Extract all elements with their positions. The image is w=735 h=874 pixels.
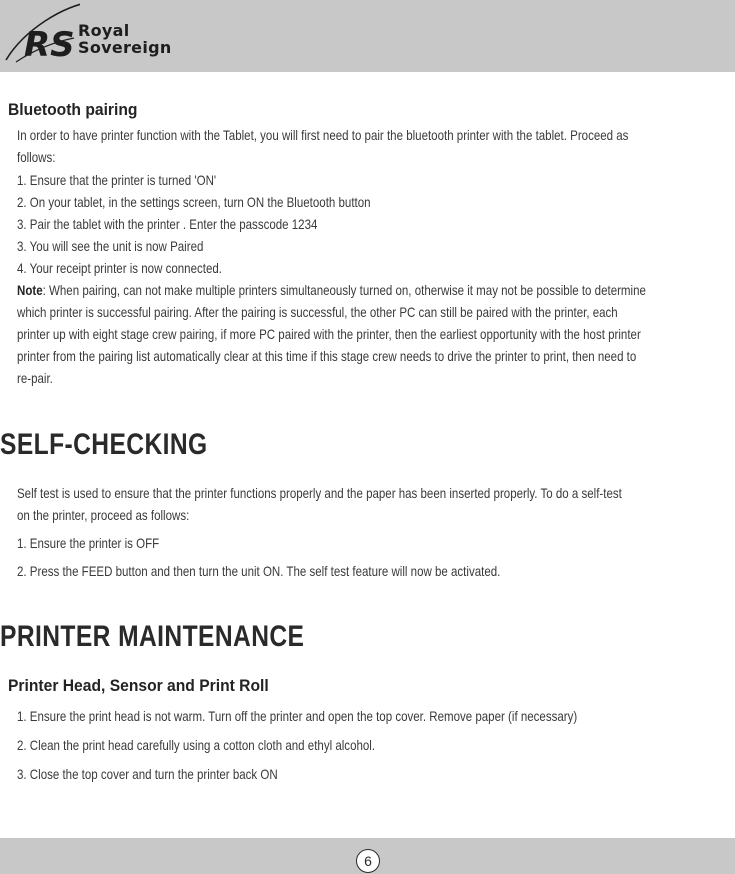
maintenance-heading: PRINTER MAINTENANCE (0, 620, 305, 653)
bluetooth-step: 2. On your tablet, in the settings screen, turn ON the Bluetooth button (17, 194, 371, 210)
bluetooth-intro-line1: In order to have printer function with the Tablet, you will first need to pair the bluetooth printer with the tablet. Proceed as (17, 127, 629, 143)
maintenance-subheading: Printer Head, Sensor and Print Roll (8, 676, 269, 695)
monogram-text: RS (24, 25, 75, 65)
page-number: 6 (356, 849, 380, 873)
bluetooth-step: 4. Your receipt printer is now connected. (17, 260, 222, 276)
self-checking-intro-line2: on the printer, proceed as follows: (17, 507, 190, 523)
bluetooth-step: 1. Ensure that the printer is turned 'ON' (17, 172, 217, 188)
maintenance-step: 1. Ensure the print head is not warm. Turn off the printer and open the top cover. Remove paper (if necessary) (17, 708, 578, 724)
bluetooth-heading: Bluetooth pairing (8, 100, 138, 119)
note-text: : When pairing, can not make multiple printers simultaneously turned on, otherwise it may not be possible to determine (42, 282, 646, 298)
note-line: which printer is successful pairing. After the pairing is successful, the other PC can still be paired with the printer, each (17, 304, 618, 320)
note-line (17, 279, 646, 301)
brand-name-line2: Sovereign (78, 38, 172, 57)
brand-logo (4, 0, 184, 70)
note-label: Note (17, 282, 43, 298)
self-checking-step: 1. Ensure the printer is OFF (17, 535, 160, 551)
self-checking-heading: SELF-CHECKING (0, 428, 208, 461)
rs-monogram-icon (4, 0, 80, 70)
maintenance-step: 3. Close the top cover and turn the printer back ON (17, 766, 278, 782)
brand-name-line1: Royal (78, 21, 130, 40)
note-line: printer up with eight stage crew pairing, if more PC paired with the printer, then the earliest opportunity with the host printer (17, 326, 641, 342)
self-checking-step: 2. Press the FEED button and then turn the unit ON. The self test feature will now be activated. (17, 563, 501, 579)
self-checking-intro-line1: Self test is used to ensure that the printer functions properly and the paper has been inserted properly. To do a self-test (17, 485, 622, 501)
bluetooth-intro-line2: follows: (17, 149, 56, 165)
bluetooth-step: 3. You will see the unit is now Paired (17, 238, 204, 254)
note-line: re-pair. (17, 370, 53, 386)
note-line: printer from the pairing list automatically clear at this time if this stage crew needs to drive the printer to print, then need to (17, 348, 637, 364)
maintenance-step: 2. Clean the print head carefully using a cotton cloth and ethyl alcohol. (17, 737, 376, 753)
bluetooth-step: 3. Pair the tablet with the printer . Enter the passcode 1234 (17, 216, 318, 232)
